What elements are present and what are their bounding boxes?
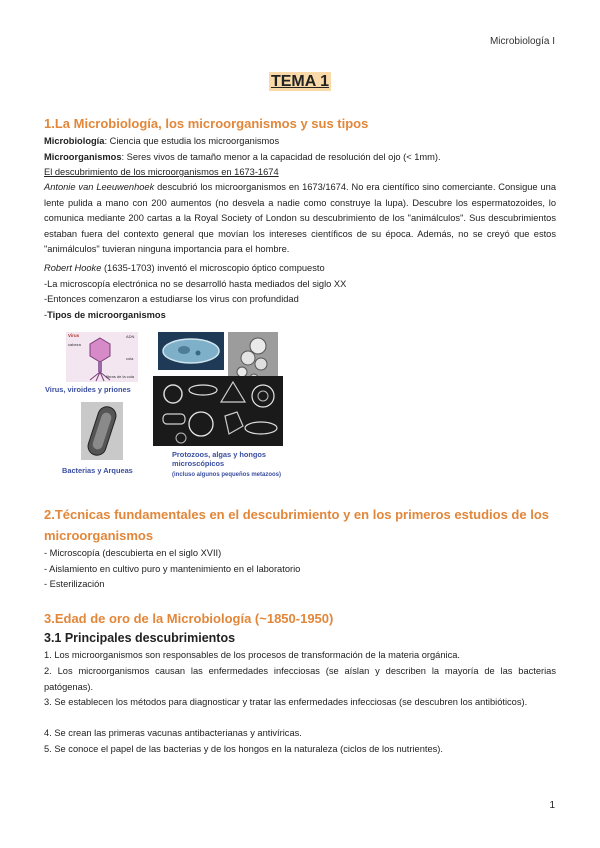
virus-tag-top: Virus <box>68 333 80 338</box>
section1-heading: 1.La Microbiología, los microorganismos y sus tipos <box>44 116 369 131</box>
section2-item-2: - Aislamiento en cultivo puro y mantenimiento en el laboratorio <box>44 564 301 574</box>
label-protozoa-note: (incluso algunos pequeños metazoos) <box>172 472 282 478</box>
label-bacteria: Bacterias y Arqueas <box>62 466 133 475</box>
discovery-item-3: 3. Se establecen los métodos para diagnosticar y tratar las enfermedades infecciosas (se descubren los antibióticos). <box>44 697 528 707</box>
types-line <box>44 308 556 324</box>
def-orgs-term: Microorganismos <box>44 152 122 162</box>
section3-heading: 3.Edad de oro de la Microbiología (~1850-1950) <box>44 611 334 626</box>
header-course: Microbiología I <box>489 36 555 47</box>
discovery-title: El descubrimiento de los microorganismos en 1673-1674 <box>44 167 279 177</box>
leeuwenhoek-text: descubrió los microorganismos en 1673/1674. No era científico sino comerciante. Consigue una lente pulida a mano con 200 aumentos (no desvela a nadie como construye la lupa). Descubre los espermatozoides, lo comunica mediante 200 cartas a la Royal Society of London su descubrimiento de los "animálculos". Sus descubrimientos estaban fuera del contexto general que movían los intereses científicos de su época. Además, no se creyó que estos "animálculos" tuvieran ninguna importancia para el hombre. <box>44 182 556 254</box>
leeuwenhoek-name: Antonie van Leeuwenhoek <box>44 182 155 192</box>
virus-tag-fibras: fibras de la cola <box>106 374 135 379</box>
def-orgs-text: : Seres vivos de tamaño menor a la capacidad de resolución del ojo (< 1mm). <box>121 152 441 162</box>
section3-subheading: 3.1 Principales descubrimientos <box>44 631 236 645</box>
discovery-item-5: 5. Se conoce el papel de las bacterias y de los hongos en la naturaleza (ciclos de los nutrientes). <box>44 744 443 754</box>
electronic-line: -La microscopía electrónica no se desarrolló hasta mediados del siglo XX <box>44 279 347 289</box>
section2-heading: 2.Técnicas fundamentales en el descubrimiento y en los primeros estudios de los microorganismos <box>44 507 549 543</box>
virus-line: -Entonces comenzaron a estudiarse los virus con profundidad <box>44 294 299 304</box>
virus-tag-cabeza: cabeza <box>68 342 81 347</box>
discovery-item-4: 4. Se crean las primeras vacunas antibacterianas y antivíricas. <box>44 728 302 738</box>
label-virus: Virus, viroides y priones <box>45 385 131 394</box>
title-text: TEMA 1 <box>270 73 330 90</box>
page-number: 1 <box>549 800 555 811</box>
types-dash: - <box>44 310 48 320</box>
bacteria-image <box>81 402 123 460</box>
def-micro-term: Microbiología <box>44 136 105 146</box>
def-microbiologia <box>44 134 556 150</box>
label-protozoa: Protozoos, algas y hongos microscópicos <box>172 450 267 468</box>
leeuwenhoek-paragraph <box>44 180 556 258</box>
def-micro-text: : Ciencia que estudia los microorganismos <box>104 136 280 146</box>
page-title <box>0 73 600 91</box>
virus-tag-adn: ADN <box>126 334 135 339</box>
hooke-text: (1635-1703) inventó el microscopio óptico compuesto <box>101 263 325 273</box>
section2-item-3: - Esterilización <box>44 579 105 589</box>
types-title: Tipos de microorganismos <box>47 310 166 320</box>
hooke-name: Robert Hooke <box>44 263 102 273</box>
discovery-item-1: 1. Los microorganismos son responsables de los procesos de transformación de la materia orgánica. <box>44 650 460 660</box>
hooke-line <box>44 261 556 277</box>
microorganism-types-figure <box>40 326 300 486</box>
discovery-item-2: 2. Los microorganismos causan las enfermedades infecciosas (se aíslan y describen la mayoría de las bacterias patógenas). <box>44 666 556 692</box>
paramecium-image <box>158 332 224 370</box>
def-microorganismos <box>44 150 556 166</box>
protozoa-image <box>153 376 283 446</box>
section2-item-1: - Microscopía (descubierta en el siglo XVII) <box>44 548 222 558</box>
virus-tag-cola: cola <box>126 356 134 361</box>
